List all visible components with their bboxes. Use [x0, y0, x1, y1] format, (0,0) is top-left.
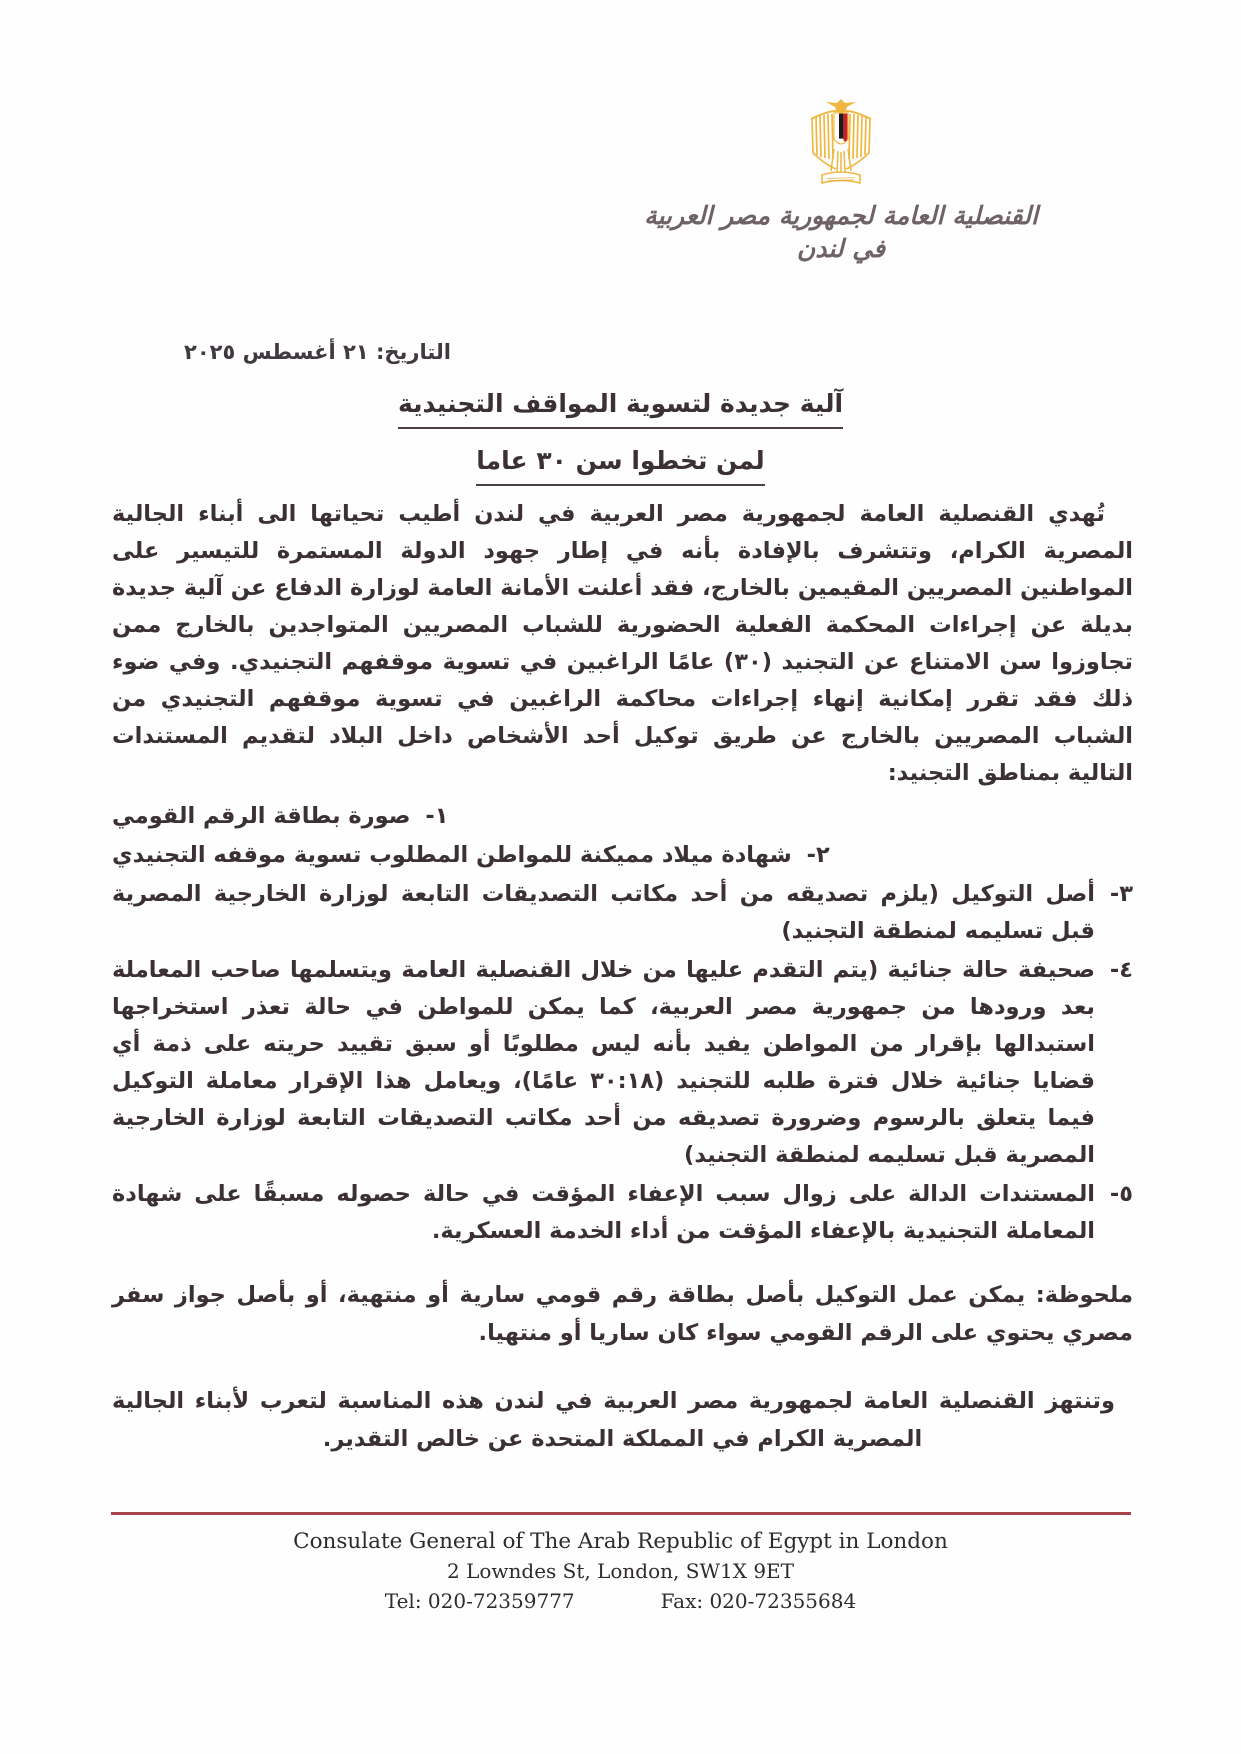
footer-telephone: Tel: 020-72359777 [384, 1589, 575, 1613]
title-row-sub [0, 429, 1241, 486]
note-block [112, 1276, 1133, 1352]
document-body [112, 496, 1133, 1458]
list-item [112, 798, 1133, 835]
list-item-text: صورة بطاقة الرقم القومي [112, 803, 411, 829]
list-item-number: ٤- [1109, 957, 1133, 983]
list-item-number: ٢- [806, 842, 830, 868]
list-item [112, 952, 1133, 1174]
footer-address: 2 Lowndes St, London, SW1X 9ET [446, 1559, 794, 1583]
list-item [112, 837, 1133, 874]
page-subtitle: لمن تخطوا سن ٣٠ عاما [476, 439, 764, 486]
list-item-text: صحيفة حالة جنائية (يتم التقدم عليها من خلال القنصلية العامة ويتسلمها صاحب المعاملة بعد ورودها من جمهورية مصر العربية، كما يمكن للمواطن في حالة تعذر استخراجها استبدالها بإقرار من المواطن يفيد بأنه ليس مطلوبًا أو سبق تقييد حريته على ذمة أي قضايا جنائية خلال فترة طلبه للتجنيد (٣٠:١٨ عامًا)، ويعامل هذا الإقرار معاملة التوكيل فيما يتعلق بالرسوم وضرورة تصديقه من أحد مكاتب التصديقات التابعة لوزارة الخارجية المصرية قبل تسليمه لمنطقة التجنيد) [112, 957, 1095, 1168]
list-item-number: ٥- [1109, 1181, 1133, 1207]
footer-contact-row [0, 1586, 1241, 1616]
intro-paragraph: تُهدي القنصلية العامة لجمهورية مصر العربية في لندن أطيب تحياتها الى أبناء الجالية المصرية الكرام، وتتشرف بالإفادة بأنه في إطار جهود الدولة المستمرة للتيسير على المواطنين المصريين المقيمين بالخارج، فقد أعلنت الأمانة العامة لوزارة الدفاع عن آلية جديدة بديلة عن إجراءات المحكمة الفعلية الحضورية للشباب المصريين المتواجدين بالخارج ممن تجاوزوا سن الامتناع عن التجنيد (٣٠) عامًا الراغبين في تسوية موقفهم التجنيدي. وفي ضوء ذلك فقد تقرر إمكانية إنهاء إجراءات محاكمة الراغبين في تسوية موقفهم التجنيدي من الشباب المصريين بالخارج عن طريق توكيل أحد الأشخاص داخل البلاد لتقديم المستندات التالية بمناطق التجنيد: [112, 501, 1134, 786]
document-date: التاريخ: ٢١ أغسطس ٢٠٢٥ [184, 340, 451, 364]
required-documents-list [112, 798, 1133, 1250]
closing-paragraph: وتنتهز القنصلية العامة لجمهورية مصر العربية في لندن هذه المناسبة لتعرب لأبناء الجالية المصرية الكرام في المملكة المتحدة عن خالص التقدير. [112, 1388, 1115, 1452]
page-footer [0, 1512, 1241, 1616]
footer-fax: Fax: 020-72355684 [660, 1589, 857, 1613]
list-item-text: أصل التوكيل (يلزم تصديقه من أحد مكاتب التصديقات التابعة لوزارة الخارجية المصرية قبل تسليمه لمنطقة التجنيد) [112, 881, 1095, 944]
egypt-eagle-of-saladin-crest-icon [804, 95, 878, 191]
document-title-block [0, 382, 1241, 486]
closing-block [112, 1382, 1133, 1458]
list-item-text: المستندات الدالة على زوال سبب الإعفاء المؤقت في حالة حصوله مسبقًا على شهادة المعاملة التجنيدية بالإعفاء المؤقت من أداء الخدمة العسكرية. [112, 1181, 1095, 1244]
title-row-main [0, 382, 1241, 429]
footer-organization-name: Consulate General of The Arab Republic of Egypt in London [293, 1529, 948, 1554]
letterhead [561, 95, 1121, 265]
note-paragraph: ملحوظة: يمكن عمل التوكيل بأصل بطاقة رقم قومي سارية أو منتهية، أو بأصل جواز سفر مصري يحتوي على الرقم القومي سواء كان ساريا أو منتهيا. [112, 1282, 1133, 1346]
footer-divider [111, 1512, 1131, 1515]
page-title: آلية جديدة لتسوية المواقف التجنيدية [398, 382, 843, 429]
letterhead-line-2: في لندن [796, 234, 886, 263]
list-item [112, 1176, 1133, 1250]
list-item-number: ١- [425, 803, 449, 829]
list-item-text: شهادة ميلاد مميكنة للمواطن المطلوب تسوية موقفه التجنيدي [112, 842, 792, 868]
list-item [112, 876, 1133, 950]
list-item-number: ٣- [1109, 881, 1133, 907]
letterhead-line-1: القنصلية العامة لجمهورية مصر العربية [644, 201, 1038, 230]
